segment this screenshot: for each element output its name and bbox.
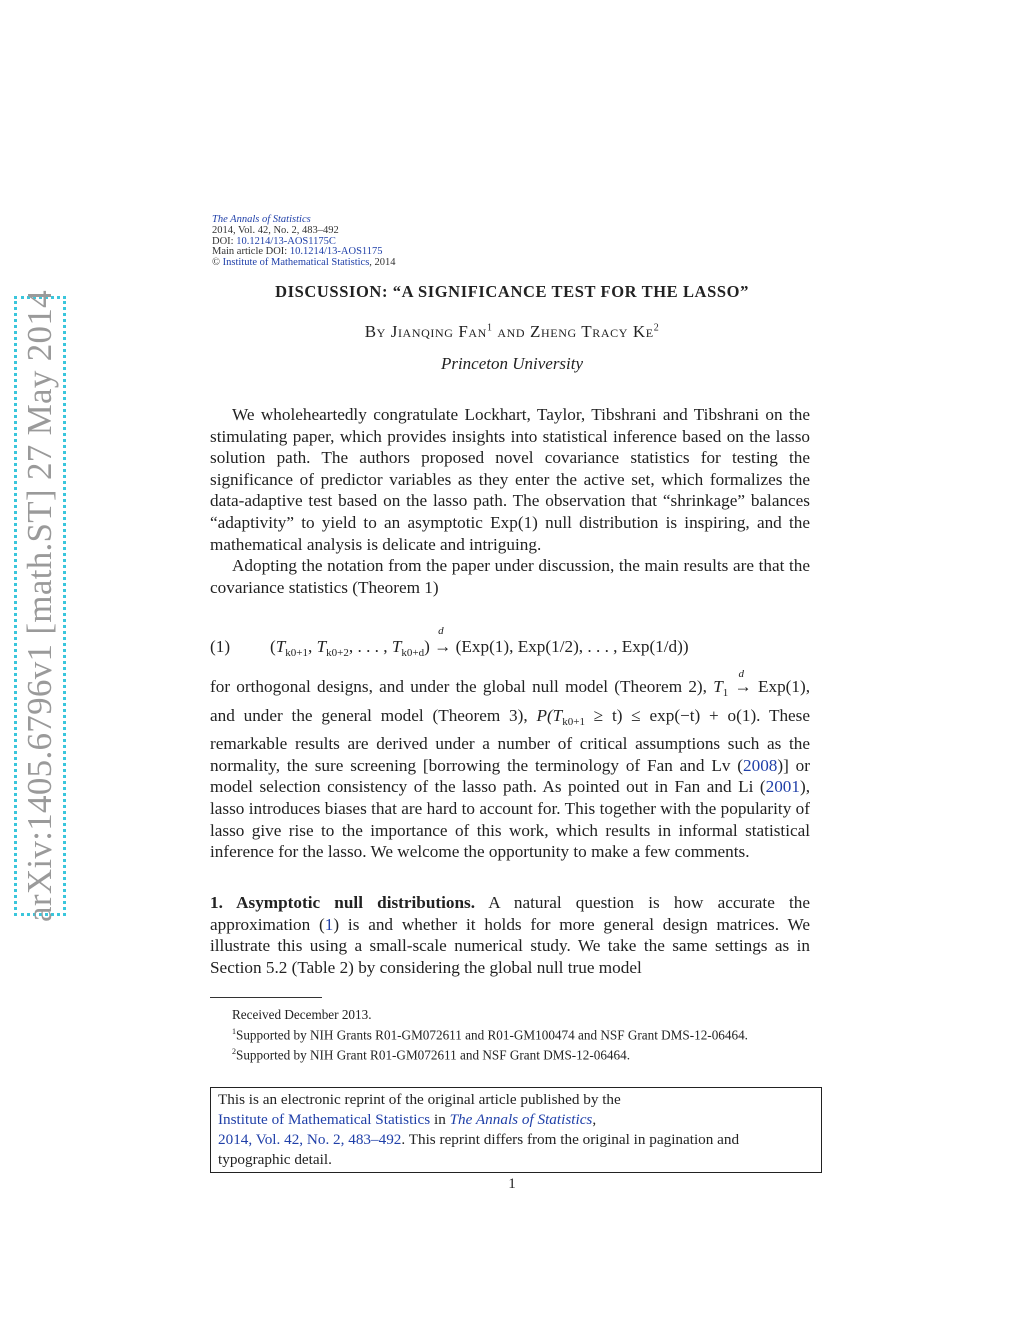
journal-volume: 2014, Vol. 42, No. 2, 483–492 bbox=[212, 224, 339, 236]
affiliation: Princeton University bbox=[440, 354, 584, 373]
footnote-2-text: Supported by NIH Grant R01-GM072611 and NSF Grant DMS-12-06464. bbox=[236, 1047, 631, 1063]
p3-prob: P(T bbox=[536, 705, 563, 725]
copyright-symbol: © bbox=[212, 257, 220, 269]
paragraph-3-block bbox=[210, 668, 811, 863]
reprint-ims-link[interactable]: Institute of Mathematical Statistics bbox=[218, 1111, 431, 1128]
ref-fan-li-2001[interactable]: 2001 bbox=[765, 777, 800, 797]
main-doi-label: Main article DOI: bbox=[212, 246, 290, 258]
footnote-2 bbox=[210, 1043, 810, 1063]
author-line bbox=[0, 322, 1024, 342]
p3-t1-sub: 1 bbox=[722, 687, 729, 699]
ref-fan-lv-2008[interactable]: 2008 bbox=[743, 755, 778, 775]
p3-prob-rest: ≥ t) ≤ exp(−t) + o(1). bbox=[584, 705, 761, 725]
section-1-text-b: ) is and whether it holds for more general design matrices. We illustrate this using a small-scale numerical study. We take the same settings as in Section 5.2 (Table 2) by considering the global null true model bbox=[210, 914, 810, 977]
eq-sub-1: k0+1 bbox=[285, 647, 309, 659]
reprint-notice bbox=[210, 1087, 822, 1173]
by-label: By bbox=[364, 322, 391, 341]
reprint-line-2 bbox=[218, 1110, 814, 1130]
p3-text-d: )] or model selection consistency of the lasso path. As pointed out in Fan and Li ( bbox=[210, 755, 810, 797]
arxiv-identifier: arXiv:1405.6796v1 [math.ST] 27 May 2014 bbox=[20, 290, 59, 922]
p3-text-e: ), lasso introduces biases that are hard to account for. This together with the popularity of lasso give rise to the importance of this work, which results in informal statistical inference for the lasso. We welcome the opportunity to make a few comments. bbox=[210, 777, 810, 862]
equation-1-ref-link[interactable]: 1 bbox=[324, 914, 334, 934]
convergence-arrow-icon: → bbox=[734, 677, 752, 696]
p3-prob-sub: k0+1 bbox=[562, 715, 585, 728]
copyright-year: , 2014 bbox=[369, 257, 396, 269]
eq-t: T bbox=[275, 637, 286, 656]
doi-link[interactable]: 10.1214/13-AOS1175C bbox=[236, 235, 336, 247]
paper-title: DISCUSSION: “A SIGNIFICANCE TEST FOR THE LASSO” bbox=[275, 282, 749, 301]
section-1-text-a: A natural question is how accurate the approximation ( bbox=[210, 893, 811, 934]
footnotes bbox=[210, 1006, 810, 1064]
reprint-volume-link[interactable]: 2014, Vol. 42, No. 2, 483–492 bbox=[218, 1131, 402, 1148]
and-label: and bbox=[492, 322, 531, 341]
eq-dots: , . . . , bbox=[348, 637, 392, 656]
reprint-in: in bbox=[430, 1111, 450, 1128]
journal-info bbox=[212, 215, 396, 269]
footnote-1-text: Supported by NIH Grants R01-GM072611 and R01-GM100474 and NSF Grant DMS-12-06464. bbox=[236, 1027, 748, 1043]
page-number: 1 bbox=[508, 1176, 516, 1192]
eq-t: T bbox=[391, 637, 402, 656]
section-1-heading: 1. Asymptotic null distributions. bbox=[210, 893, 476, 912]
p3-text-a: for orthogonal designs, and under the global null model (Theorem 2), bbox=[210, 677, 714, 696]
reprint-comma: , bbox=[592, 1111, 597, 1128]
eq-sub-3: k0+d bbox=[401, 647, 425, 659]
eq-close-paren: ) bbox=[424, 637, 430, 656]
doi-label: DOI: bbox=[212, 235, 237, 247]
section-1 bbox=[210, 892, 810, 978]
author-ke: Zheng Tracy Ke bbox=[530, 322, 654, 341]
p3-arrow-label: d bbox=[738, 668, 745, 680]
reprint-line-3 bbox=[218, 1130, 814, 1170]
author-fan: Jianqing Fan bbox=[390, 322, 487, 341]
eq-t: T bbox=[316, 637, 327, 656]
received-date: Received December 2013. bbox=[232, 1007, 372, 1022]
p3-text-c: These remarkable results are derived under a number of critical assumptions such as the normality, the sure screening [borrowing the terminology of Fan and Lv ( bbox=[210, 705, 810, 775]
author-ke-mark: 2 bbox=[653, 322, 660, 334]
section-1-paragraph bbox=[210, 892, 810, 978]
p3-text-b: Exp(1), and under the general model (Theorem 3), bbox=[210, 677, 811, 725]
paragraph-1: We wholeheartedly congratulate Lockhart, Taylor, Tibshrani and Tibshrani on the stimulating paper, which provides insights into statistical inference based on the lasso solution path. The authors proposed novel covariance statistics for testing the significance of predictor variables as they enter the active set, which formalizes the data-adaptive test based on the lasso path. The observation that “shrinkage” balances “adaptivity” to yield to an asymptotic Exp(1) null distribution is inspiring, and the mathematical analysis is delicate and intriguing. bbox=[210, 405, 810, 554]
eq-arrow-label: d bbox=[438, 625, 444, 637]
author-fan-mark: 1 bbox=[486, 322, 493, 334]
footnote-1 bbox=[210, 1023, 810, 1043]
paragraph-2: Adopting the notation from the paper under discussion, the main results are that the covariance statistics (Theorem 1) bbox=[210, 556, 810, 597]
eq-sep: , bbox=[308, 637, 317, 656]
eq-sub-2: k0+2 bbox=[326, 647, 349, 659]
intro-paragraphs bbox=[210, 404, 810, 598]
footnote-divider bbox=[210, 997, 322, 998]
footnote-2-mark: 2 bbox=[232, 1047, 236, 1057]
journal-link[interactable]: The Annals of Statistics bbox=[212, 214, 311, 225]
main-doi-link[interactable]: 10.1214/13-AOS1175 bbox=[289, 246, 383, 258]
reprint-line-1: This is an electronic reprint of the original article published by the bbox=[218, 1091, 621, 1108]
equation-number: (1) bbox=[210, 637, 231, 656]
reprint-journal-link[interactable]: The Annals of Statistics bbox=[449, 1111, 593, 1128]
equation-body bbox=[270, 625, 689, 659]
eq-open-paren: ( bbox=[270, 637, 276, 656]
reprint-rest: . This reprint differs from the original in pagination and typographic detail. bbox=[218, 1131, 740, 1168]
convergence-arrow-icon: → bbox=[434, 637, 452, 656]
ims-link[interactable]: Institute of Mathematical Statistics bbox=[222, 257, 370, 269]
p3-t1: T bbox=[713, 677, 723, 696]
arxiv-stamp bbox=[14, 290, 66, 922]
eq-rhs: (Exp(1), Exp(1/2), . . . , Exp(1/d)) bbox=[455, 637, 689, 656]
paragraph-3 bbox=[210, 668, 811, 863]
footnote-1-mark: 1 bbox=[232, 1027, 236, 1036]
